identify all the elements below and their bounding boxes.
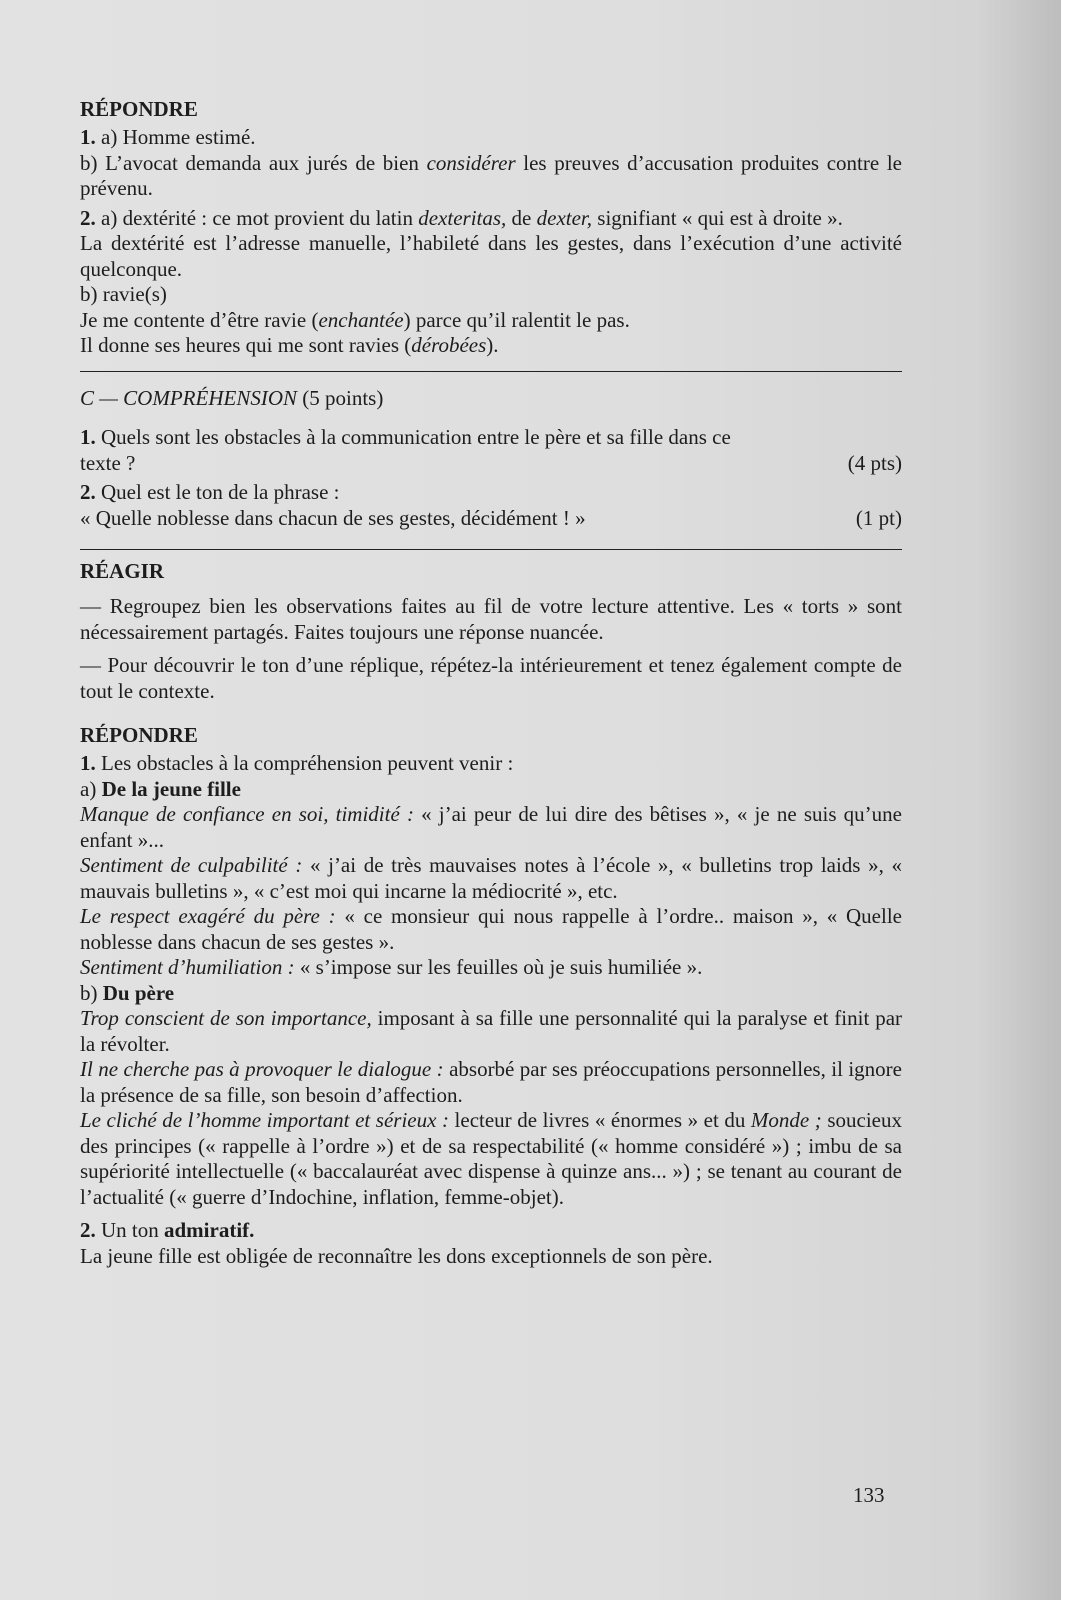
question-2-quote: « Quelle noblesse dans chacun de ses gestes, décidément ! » [80, 505, 586, 530]
section-heading: RÉPONDRE [80, 97, 198, 121]
subheading-a [80, 777, 902, 803]
repondre-section-2 [80, 722, 902, 1269]
text-run: « s’impose sur les feuilles où je suis humiliée ». [294, 955, 703, 979]
text-run: (5 points) [297, 385, 384, 410]
advice-1: — Regroupez bien les observations faites au fil de votre lecture attentive. Les « torts » sont nécessairement partagés. Faites toujours une réponse nuancée. [80, 594, 902, 644]
repondre-section-1 [80, 96, 902, 359]
text-run: lecteur de livres « énormes » et du [448, 1108, 751, 1132]
point-b2 [80, 1057, 902, 1108]
item-number: 1. [80, 751, 96, 775]
answer-1-intro [80, 751, 902, 777]
bold-run: admiratif. [164, 1218, 255, 1242]
text-run: ). [486, 333, 499, 357]
italic-run: Sentiment de culpabilité : [80, 853, 303, 877]
answer-1b [80, 151, 902, 202]
answer-2-explanation: La jeune fille est obligée de reconnaître les dons exceptionnels de son père. [80, 1243, 713, 1268]
text-run: « j’ai de très mauvaises notes à l’école », « bulletins trop laids », « mauvais bulletins », « c’est moi qui incarne la médiocrité », etc. [80, 853, 902, 903]
text-run: texte ? [80, 450, 136, 475]
text-run: a) [80, 776, 102, 801]
comprehension-section [80, 386, 902, 532]
item-number: 1. [80, 425, 96, 449]
section-heading: RÉAGIR [80, 559, 165, 583]
section-divider [80, 371, 902, 372]
text-run: a) dextérité : ce mot provient du latin [101, 205, 419, 230]
answer-2a [80, 206, 902, 232]
reagir-section [80, 558, 902, 704]
text-run: Un ton [95, 1218, 164, 1242]
text-run: « ce monsieur qui nous rappelle à l’ordre.. maison », « Quelle noblesse dans chacun de ses gestes ». [80, 904, 902, 954]
answer-2 [80, 1218, 902, 1244]
point-a4 [80, 955, 902, 981]
advice-2: — Pour découvrir le ton d’une réplique, répétez-la intérieurement et tenez également compte de tout le contexte. [80, 653, 902, 703]
answer-1a [80, 125, 902, 151]
text-run: les preuves d’accusation produites contre le prévenu. [80, 150, 902, 200]
italic-run: C — COMPRÉHENSION [80, 385, 297, 410]
point-b1 [80, 1006, 902, 1057]
point-a3 [80, 904, 902, 955]
italic-run: dérobées [411, 333, 487, 357]
question-2 [80, 480, 902, 506]
question-2-quote-row [80, 506, 902, 532]
point-b3 [80, 1108, 902, 1210]
item-number: 2. [80, 480, 96, 504]
italic-run: Trop conscient de son importance, [80, 1006, 372, 1030]
text-run: Les obstacles à la compréhension peuvent venir : [101, 751, 514, 775]
question-1-end [80, 451, 902, 477]
italic-run: Manque de confiance en soi, timidité : [80, 802, 414, 826]
italic-run: enchantée [318, 307, 404, 332]
italic-run: Sentiment d’humiliation : [80, 955, 295, 979]
answer-text: a) Homme estimé. [101, 125, 256, 149]
text-run: ) parce qu’il ralentit le pas. [403, 307, 630, 332]
question-1 [80, 425, 902, 451]
section-divider [80, 549, 902, 550]
text-run: absorbé par ses préoccupations personnelles, il ignore la présence de sa fille, son besoin d’affection. [80, 1057, 902, 1107]
answer-2a-definition: La dextérité est l’adresse manuelle, l’habileté dans les gestes, dans l’exécution d’une activité quelconque. [80, 231, 902, 281]
italic-run: Le respect exagéré du père : [80, 904, 336, 928]
bold-run: Du père [102, 980, 175, 1005]
subheading-b [80, 981, 902, 1007]
text-run: « j’ai peur de lui dire des bêtises », « je ne suis qu’une enfant »... [80, 802, 902, 852]
italic-run: dexter, [536, 205, 593, 230]
page-number: 133 [853, 1483, 885, 1507]
page-text-column [80, 96, 902, 1269]
question-2-points: (1 pt) [855, 505, 902, 530]
text-run: Quels sont les obstacles à la communication entre le père et sa fille dans ce [101, 425, 731, 449]
text-run: Je me contente d’être ravie ( [80, 307, 319, 332]
italic-run: dexteritas, [418, 205, 507, 230]
section-title [80, 386, 902, 412]
section-heading: RÉPONDRE [80, 723, 198, 747]
italic-run: considérer [426, 150, 516, 175]
text-run: imposant à sa fille une personnalité qui la paralyse et finit par la révolter. [80, 1006, 903, 1056]
text-run: soucieux des principes (« rappelle à l’ordre ») et de sa respectabilité (« homme considéré ») ; imbu de sa supériorité intellectuelle (« baccalauréat avec dispense à quinze ans... ») ; se tenant au courant de l’actualité (« guerre d’Indochine, inflation, femme-objet). [80, 1108, 902, 1209]
item-number: 2. [80, 205, 96, 230]
italic-run: Il ne cherche pas à provoquer le dialogue : [80, 1057, 444, 1081]
bold-run: De la jeune fille [101, 776, 241, 801]
text-run: Il donne ses heures qui me sont ravies ( [80, 333, 412, 357]
text-run: Quel est le ton de la phrase : [101, 480, 340, 504]
item-number: 1. [80, 125, 96, 149]
italic-run: Monde ; [750, 1108, 822, 1132]
item-number: 2. [80, 1218, 96, 1242]
answer-2b-line-2 [80, 333, 902, 359]
text-run: b) [80, 980, 103, 1005]
point-a1 [80, 802, 902, 853]
question-1-points: (4 pts) [847, 450, 902, 475]
answer-2b-line-1 [80, 308, 902, 334]
text-run: de [506, 205, 537, 230]
text-run: signifiant « qui est à droite ». [592, 205, 843, 230]
italic-run: Le cliché de l’homme important et sérieux : [80, 1108, 449, 1132]
answer-2b-label: b) ravie(s) [80, 282, 167, 306]
text-run: b) L’avocat demanda aux jurés de bien [80, 150, 427, 175]
point-a2 [80, 853, 902, 904]
